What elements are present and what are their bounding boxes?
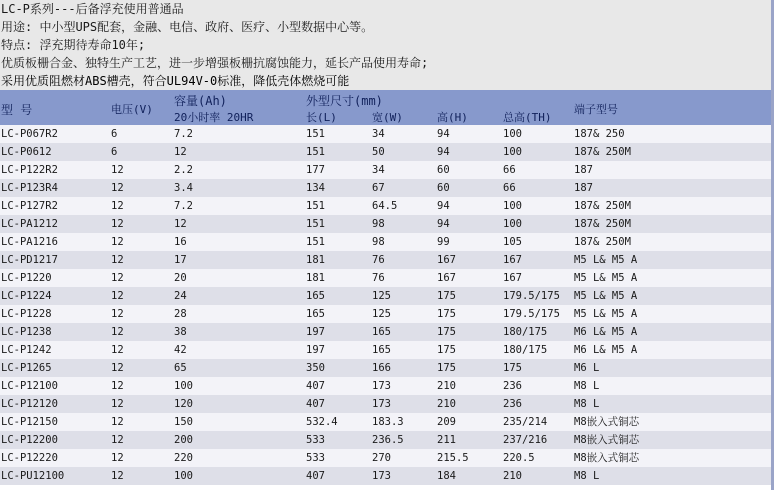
cell-voltage: 12 [111,416,124,428]
cell-length: 151 [306,218,325,230]
cell-total-height: 66 [503,182,516,194]
table-row [0,233,774,251]
cell-height: 175 [437,308,456,320]
cell-width: 173 [372,380,391,392]
cell-voltage: 12 [111,308,124,320]
series-title: LC-P系列---后备浮充使用普通品 [1,2,184,16]
cell-total-height: 236 [503,398,522,410]
cell-terminal: 187 [574,164,593,176]
cell-voltage: 12 [111,254,124,266]
cell-total-height: 180/175 [503,326,548,338]
cell-capacity: 20 [174,272,187,284]
cell-model: LC-P1242 [1,344,52,356]
cell-capacity: 12 [174,146,187,158]
cell-length: 407 [306,470,325,482]
cell-voltage: 6 [111,146,118,158]
cell-model: LC-PD1217 [1,254,58,266]
cell-length: 151 [306,200,325,212]
cell-terminal: M5 L& M5 A [574,290,638,302]
cell-voltage: 12 [111,236,124,248]
cell-model: LC-PA1216 [1,236,58,248]
cell-voltage: 12 [111,434,124,446]
cell-model: LC-P1238 [1,326,52,338]
cell-terminal: 187 [574,182,593,194]
table-row [0,269,774,287]
cell-terminal: M5 L& M5 A [574,308,638,320]
usage-text: 用途: 中小型UPS配套，金融、电信、政府、医疗、小型数据中心等。 [1,20,374,34]
cell-model: LC-P1228 [1,308,52,320]
cell-capacity: 28 [174,308,187,320]
cell-height: 175 [437,290,456,302]
cell-length: 151 [306,146,325,158]
cell-height: 94 [437,128,450,140]
cell-capacity: 200 [174,434,193,446]
cell-height: 94 [437,200,450,212]
cell-capacity: 16 [174,236,187,248]
table-row [0,395,774,413]
header-terminal: 端子型号 [574,103,618,116]
cell-terminal: 187& 250M [574,218,631,230]
cell-width: 173 [372,398,391,410]
table-row [0,305,774,323]
cell-total-height: 235/214 [503,416,548,428]
cell-voltage: 12 [111,200,124,212]
cell-capacity: 24 [174,290,187,302]
header-capacity: 容量(Ah) [174,94,227,108]
cell-terminal: 187& 250M [574,200,631,212]
cell-voltage: 12 [111,326,124,338]
table-row [0,359,774,377]
header-voltage: 电压(V) [111,103,153,116]
cell-terminal: M8 L [574,470,600,482]
cell-model: LC-P12120 [1,398,58,410]
cell-terminal: 187& 250M [574,236,631,248]
cell-length: 532.4 [306,416,338,428]
table-row [0,251,774,269]
cell-width: 166 [372,362,391,374]
cell-voltage: 12 [111,290,124,302]
cell-length: 134 [306,182,325,194]
cell-total-height: 175 [503,362,522,374]
cell-length: 533 [306,434,325,446]
cell-width: 50 [372,146,385,158]
cell-length: 197 [306,344,325,356]
cell-total-height: 220.5 [503,452,535,464]
cell-model: LC-P1224 [1,290,52,302]
cell-total-height: 179.5/175 [503,290,560,302]
table-row [0,143,774,161]
material-text: 采用优质阻燃材ABS槽壳，符合UL94V-0标准，降低壳体燃烧可能 [1,74,350,88]
cell-length: 165 [306,290,325,302]
cell-height: 209 [437,416,456,428]
cell-total-height: 100 [503,218,522,230]
cell-voltage: 12 [111,398,124,410]
cell-width: 34 [372,128,385,140]
cell-model: LC-P1265 [1,362,52,374]
table-body [0,125,774,485]
table-row [0,197,774,215]
cell-height: 94 [437,146,450,158]
cell-capacity: 220 [174,452,193,464]
cell-voltage: 12 [111,362,124,374]
cell-width: 125 [372,308,391,320]
cell-width: 125 [372,290,391,302]
cell-capacity: 38 [174,326,187,338]
cell-width: 76 [372,272,385,284]
cell-voltage: 12 [111,182,124,194]
table-row [0,323,774,341]
cell-capacity: 150 [174,416,193,428]
cell-width: 98 [372,236,385,248]
cell-width: 236.5 [372,434,404,446]
cell-height: 60 [437,164,450,176]
cell-model: LC-P12220 [1,452,58,464]
cell-model: LC-P12150 [1,416,58,428]
cell-length: 151 [306,236,325,248]
cell-capacity: 3.4 [174,182,193,194]
cell-terminal: M8嵌入式铜芯 [574,416,640,428]
cell-height: 175 [437,362,456,374]
table-row [0,341,774,359]
cell-total-height: 105 [503,236,522,248]
cell-voltage: 12 [111,218,124,230]
table-row [0,125,774,143]
table-row [0,287,774,305]
cell-model: LC-P067R2 [1,128,58,140]
cell-height: 210 [437,398,456,410]
cell-terminal: M6 L [574,362,600,374]
cell-voltage: 12 [111,452,124,464]
cell-width: 64.5 [372,200,398,212]
cell-width: 67 [372,182,385,194]
cell-capacity: 42 [174,344,187,356]
cell-model: LC-PA1212 [1,218,58,230]
cell-length: 181 [306,272,325,284]
cell-width: 34 [372,164,385,176]
cell-length: 407 [306,398,325,410]
cell-capacity: 100 [174,380,193,392]
table-row [0,377,774,395]
cell-length: 165 [306,308,325,320]
cell-voltage: 6 [111,128,118,140]
cell-height: 175 [437,344,456,356]
cell-terminal: M5 L& M5 A [574,272,638,284]
alloy-text: 优质板栅合金、独特生产工艺，进一步增强板栅抗腐蚀能力，延长产品使用寿命; [1,56,429,70]
header-capacity-rate: 20小时率 20HR [174,111,254,124]
header-width: 宽(W) [372,111,403,124]
cell-length: 177 [306,164,325,176]
cell-model: LC-P123R4 [1,182,58,194]
table-row [0,179,774,197]
header-length: 长(L) [306,111,337,124]
cell-terminal: M8嵌入式铜芯 [574,452,640,464]
header-height: 高(H) [437,111,468,124]
cell-voltage: 12 [111,344,124,356]
cell-model: LC-PU12100 [1,470,65,482]
cell-height: 211 [437,434,456,446]
header-model: 型 号 [1,103,33,117]
header-total-height: 总高(TH) [503,111,552,124]
cell-model: LC-P122R2 [1,164,58,176]
cell-total-height: 100 [503,146,522,158]
cell-total-height: 210 [503,470,522,482]
cell-capacity: 7.2 [174,128,193,140]
cell-terminal: M8 L [574,398,600,410]
cell-capacity: 65 [174,362,187,374]
cell-model: LC-P0612 [1,146,52,158]
cell-width: 98 [372,218,385,230]
cell-model: LC-P12100 [1,380,58,392]
cell-height: 60 [437,182,450,194]
cell-voltage: 12 [111,272,124,284]
cell-terminal: M6 L& M5 A [574,326,638,338]
cell-capacity: 2.2 [174,164,193,176]
table-row [0,431,774,449]
cell-width: 165 [372,344,391,356]
cell-terminal: 187& 250M [574,146,631,158]
cell-voltage: 12 [111,164,124,176]
cell-total-height: 237/216 [503,434,548,446]
cell-model: LC-P127R2 [1,200,58,212]
table-row [0,449,774,467]
intro-block [0,0,774,90]
cell-width: 165 [372,326,391,338]
cell-height: 175 [437,326,456,338]
cell-height: 94 [437,218,450,230]
cell-terminal: M8 L [574,380,600,392]
feature-text: 特点: 浮充期待寿命10年; [1,38,146,52]
cell-length: 181 [306,254,325,266]
table-header [0,90,774,125]
cell-total-height: 100 [503,128,522,140]
cell-total-height: 66 [503,164,516,176]
cell-capacity: 7.2 [174,200,193,212]
cell-length: 350 [306,362,325,374]
cell-capacity: 17 [174,254,187,266]
table-row [0,161,774,179]
cell-height: 99 [437,236,450,248]
cell-width: 173 [372,470,391,482]
cell-capacity: 120 [174,398,193,410]
cell-height: 184 [437,470,456,482]
cell-model: LC-P1220 [1,272,52,284]
cell-terminal: M8嵌入式铜芯 [574,434,640,446]
cell-total-height: 179.5/175 [503,308,560,320]
cell-height: 167 [437,254,456,266]
cell-terminal: M5 L& M5 A [574,254,638,266]
cell-length: 197 [306,326,325,338]
cell-height: 215.5 [437,452,469,464]
table-row [0,413,774,431]
cell-total-height: 167 [503,272,522,284]
cell-capacity: 12 [174,218,187,230]
cell-total-height: 180/175 [503,344,548,356]
table-row [0,215,774,233]
cell-terminal: M6 L& M5 A [574,344,638,356]
cell-total-height: 100 [503,200,522,212]
cell-voltage: 12 [111,470,124,482]
cell-length: 533 [306,452,325,464]
cell-width: 270 [372,452,391,464]
cell-length: 407 [306,380,325,392]
cell-total-height: 236 [503,380,522,392]
header-dimensions: 外型尺寸(mm) [306,94,383,108]
cell-total-height: 167 [503,254,522,266]
cell-height: 167 [437,272,456,284]
cell-capacity: 100 [174,470,193,482]
table-row [0,467,774,485]
cell-terminal: 187& 250 [574,128,625,140]
cell-width: 76 [372,254,385,266]
cell-height: 210 [437,380,456,392]
cell-model: LC-P12200 [1,434,58,446]
cell-width: 183.3 [372,416,404,428]
cell-length: 151 [306,128,325,140]
cell-voltage: 12 [111,380,124,392]
